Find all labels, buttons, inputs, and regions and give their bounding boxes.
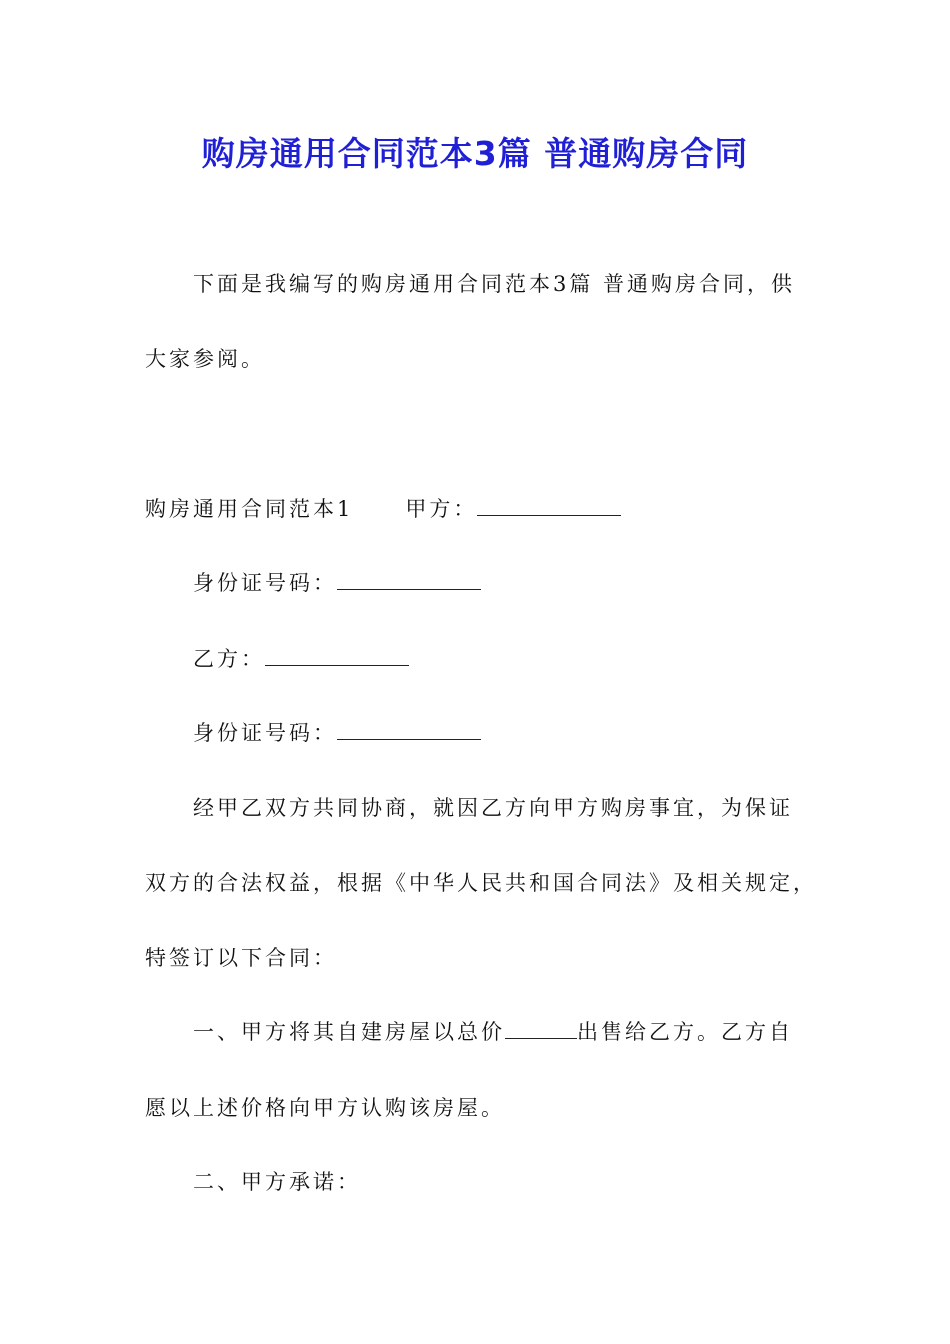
party-a-label: 甲方：: [405, 497, 478, 521]
id-a-blank: [337, 571, 481, 590]
sample-heading: 购房通用合同范本1: [145, 497, 354, 521]
clause1-line-1: [193, 1017, 793, 1047]
clause2-line: 二、甲方承诺：: [193, 1170, 361, 1194]
id-line-b: [193, 718, 481, 748]
para1-line-1: 经甲乙双方共同协商，就因乙方向甲方购房事宜，为保证: [193, 796, 793, 820]
intro-line-1: 下面是我编写的购房通用合同范本3篇 普通购房合同，供: [193, 272, 796, 296]
id-label-b: 身份证号码：: [193, 721, 337, 745]
clause1-pre: 一、甲方将其自建房屋以总价: [193, 1020, 505, 1044]
id-line-a: [193, 568, 481, 598]
clause1-line-2: 愿以上述价格向甲方认购该房屋。: [145, 1096, 505, 1120]
intro-line-2: 大家参阅。: [145, 347, 265, 371]
clause1-post: 出售给乙方。乙方自: [577, 1020, 793, 1044]
price-blank: [505, 1020, 577, 1039]
party-a-blank: [477, 497, 621, 516]
id-b-blank: [337, 721, 481, 740]
party-b-label: 乙方：: [193, 647, 265, 671]
document-title: 购房通用合同范本3篇 普通购房合同: [201, 134, 749, 173]
para1-line-2: 双方的合法权益，根据《中华人民共和国合同法》及相关规定，: [145, 871, 817, 895]
para1-line-3: 特签订以下合同：: [145, 946, 337, 970]
id-label-a: 身份证号码：: [193, 571, 337, 595]
party-b-blank: [265, 647, 409, 666]
sample-heading-line: [145, 494, 621, 524]
party-b-line: [193, 644, 409, 674]
